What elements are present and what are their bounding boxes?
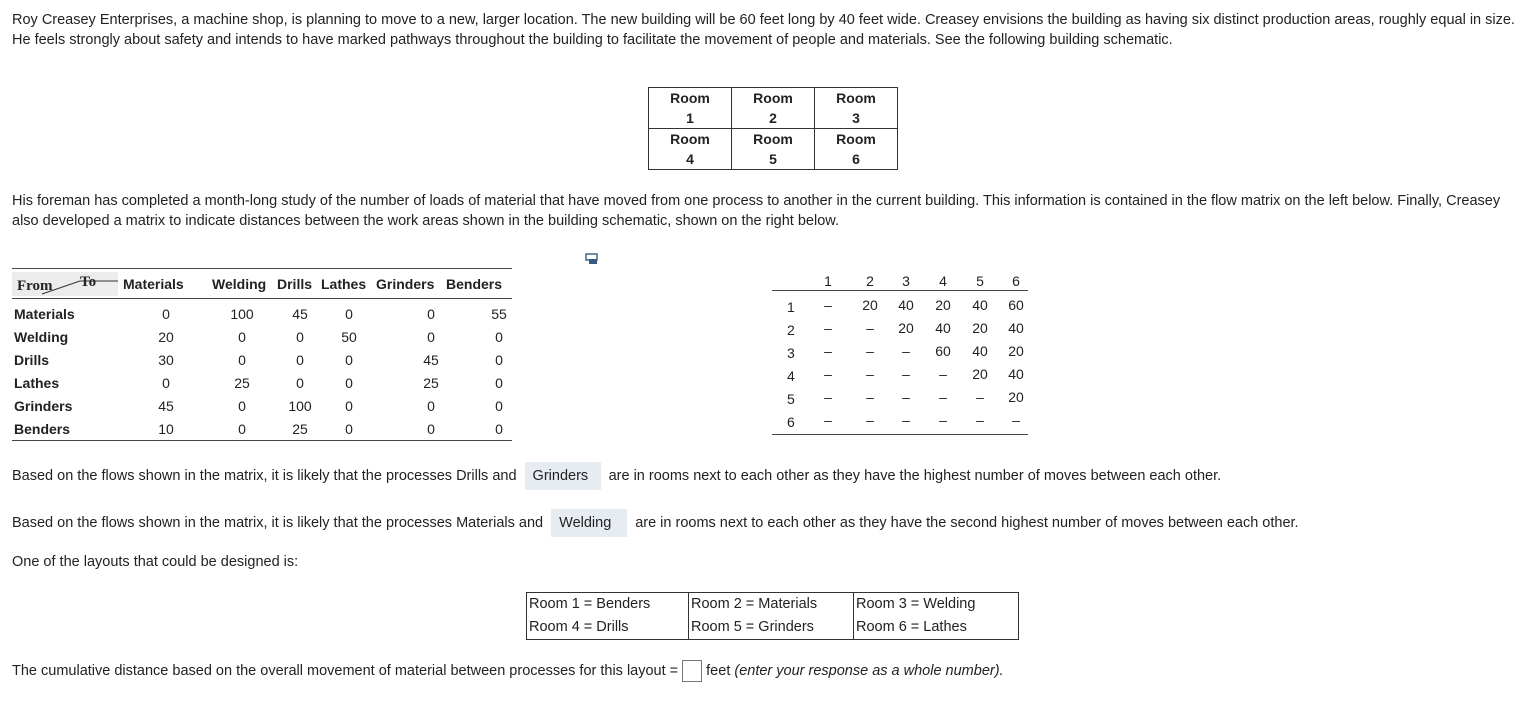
schematic-room-5: Room 5 [732, 129, 815, 170]
distance-cell: – [824, 412, 832, 428]
layout-intro: One of the layouts that could be designed is: [12, 554, 299, 570]
distance-cell: 20 [898, 320, 914, 336]
layout-table [526, 592, 1019, 640]
distance-col-header: 2 [866, 273, 874, 289]
flow-cell: 20 [158, 329, 174, 345]
flow-cell: 45 [292, 306, 308, 322]
question-1 [12, 462, 1221, 490]
flow-cell: 0 [238, 398, 246, 414]
flow-cell: 0 [427, 421, 435, 437]
col-header: Materials [123, 276, 184, 292]
distance-cell: 20 [972, 366, 988, 382]
flow-cell: 25 [292, 421, 308, 437]
flow-cell: 0 [345, 375, 353, 391]
flow-cell: 0 [345, 421, 353, 437]
col-header: Welding [212, 276, 267, 292]
flow-cell: 25 [423, 375, 439, 391]
distance-cell: – [866, 366, 874, 382]
final-text: The cumulative distance based on the overall movement of material between processes for this layout = [12, 663, 679, 679]
from-label: From [17, 278, 53, 294]
cumulative-distance-input[interactable] [682, 660, 702, 682]
flow-row-label: Lathes [14, 375, 60, 391]
flow-cell: 55 [491, 306, 507, 322]
flow-row-label: Drills [14, 352, 50, 368]
from-to-header [12, 272, 118, 296]
flow-cell: 0 [495, 398, 503, 414]
flow-cell: 10 [158, 421, 174, 437]
flow-cell: 0 [238, 352, 246, 368]
copy-icon[interactable] [585, 253, 599, 265]
layout-room-2: Room 2 = Materials [689, 593, 854, 617]
flow-cell: 0 [296, 329, 304, 345]
distance-row-label: 3 [787, 345, 795, 361]
flow-cell: 0 [427, 329, 435, 345]
flow-cell: 0 [427, 398, 435, 414]
distance-col-header: 1 [824, 273, 832, 289]
schematic-room-4: Room 4 [649, 129, 732, 170]
distance-cell: 60 [1008, 297, 1024, 313]
layout-room-4: Room 4 = Drills [527, 616, 689, 640]
distance-cell: – [902, 389, 910, 405]
final-question [12, 659, 1004, 683]
distance-cell: 40 [898, 297, 914, 313]
distance-cell: – [939, 412, 947, 428]
distance-cell: – [976, 389, 984, 405]
flow-cell: 0 [495, 375, 503, 391]
q1-text-before: Based on the flows shown in the matrix, it is likely that the processes Drills and [12, 468, 517, 484]
distance-cell: 20 [972, 320, 988, 336]
flow-cell: 0 [345, 352, 353, 368]
flow-cell: 0 [162, 375, 170, 391]
flow-cell: 50 [341, 329, 357, 345]
study-paragraph: His foreman has completed a month-long study of the number of loads of material that have moved from one process to another in the current building. This information is contained in the flow matrix on the left below. Finally, Creasey also developed a matrix to indicate distances between the work areas shown in the building schematic, shown on the right below. [12, 193, 1501, 229]
flow-row-label: Materials [14, 306, 75, 322]
q1-answer[interactable]: Grinders [525, 462, 601, 490]
distance-cell: – [824, 320, 832, 336]
flow-cell: 0 [296, 352, 304, 368]
flow-cell: 0 [162, 306, 170, 322]
distance-cell: – [939, 389, 947, 405]
flow-row-label: Benders [14, 421, 71, 437]
distance-cell: 60 [935, 343, 951, 359]
distance-cell: 40 [1008, 320, 1024, 336]
flow-cell: 0 [238, 329, 246, 345]
layout-room-1: Room 1 = Benders [527, 593, 689, 617]
flow-cell: 0 [345, 306, 353, 322]
distance-col-header: 3 [902, 273, 910, 289]
layout-room-6: Room 6 = Lathes [854, 616, 1019, 640]
distance-cell: – [824, 366, 832, 382]
flow-cell: 100 [230, 306, 254, 322]
schematic-room-1: Room 1 [649, 88, 732, 129]
flow-cell: 45 [423, 352, 439, 368]
flow-row-label: Grinders [14, 398, 73, 414]
distance-cell: – [824, 343, 832, 359]
q2-text-after: are in rooms next to each other as they have the second highest number of moves between each other. [635, 515, 1299, 531]
layout-room-3: Room 3 = Welding [854, 593, 1019, 617]
question-2 [12, 509, 1299, 537]
distance-cell: – [902, 412, 910, 428]
distance-row-label: 1 [787, 299, 795, 315]
distance-cell: – [939, 366, 947, 382]
building-schematic [648, 87, 898, 170]
distance-row-label: 4 [787, 368, 795, 384]
schematic-room-3: Room 3 [815, 88, 898, 129]
distance-cell: – [866, 389, 874, 405]
col-header: Grinders [376, 276, 435, 292]
flow-cell: 45 [158, 398, 174, 414]
q2-answer[interactable]: Welding [551, 509, 627, 537]
col-header: Lathes [321, 276, 367, 292]
distance-col-header: 5 [976, 273, 984, 289]
distance-cell: – [902, 343, 910, 359]
flow-row-label: Welding [14, 329, 69, 345]
flow-cell: 0 [238, 421, 246, 437]
flow-cell: 25 [234, 375, 250, 391]
distance-col-header: 6 [1012, 273, 1020, 289]
distance-cell: 20 [1008, 343, 1024, 359]
unit-label: feet [706, 663, 731, 679]
to-label: To [80, 274, 97, 290]
hint-text: (enter your response as a whole number). [734, 663, 1004, 679]
schematic-room-6: Room 6 [815, 129, 898, 170]
distance-cell: – [824, 297, 832, 313]
col-header: Drills [277, 276, 313, 292]
flow-matrix [12, 268, 512, 440]
flow-cell: 0 [495, 329, 503, 345]
distance-cell: – [902, 366, 910, 382]
flow-cell: 0 [345, 398, 353, 414]
distance-row-label: 5 [787, 391, 795, 407]
distance-matrix [772, 270, 1028, 435]
layout-room-5: Room 5 = Grinders [689, 616, 854, 640]
distance-row-label: 6 [787, 414, 795, 430]
distance-cell: 40 [972, 343, 988, 359]
distance-cell: 20 [862, 297, 878, 313]
flow-cell: 0 [495, 421, 503, 437]
distance-cell: 20 [935, 297, 951, 313]
distance-cell: 40 [1008, 366, 1024, 382]
distance-row-label: 2 [787, 322, 795, 338]
flow-cell: 30 [158, 352, 174, 368]
flow-cell: 0 [427, 306, 435, 322]
flow-cell: 0 [296, 375, 304, 391]
distance-cell: 40 [972, 297, 988, 313]
q2-text-before: Based on the flows shown in the matrix, it is likely that the processes Materials and [12, 515, 544, 531]
distance-cell: – [866, 343, 874, 359]
distance-col-header: 4 [939, 273, 947, 289]
distance-cell: 40 [935, 320, 951, 336]
q1-text-after: are in rooms next to each other as they have the highest number of moves between each other. [608, 468, 1222, 484]
distance-cell: – [1012, 412, 1020, 428]
col-header: Benders [446, 276, 503, 292]
intro-paragraph: Roy Creasey Enterprises, a machine shop, is planning to move to a new, larger location. The new building will be 60 feet long by 40 feet wide. Creasey envisions the building as having six distinct production areas, roughly equal in size. He feels strongly about safety and intends to have marked pathways throughout the building to facilitate the movement of people and materials. See the following building schematic. [12, 12, 1515, 48]
flow-cell: 0 [495, 352, 503, 368]
distance-cell: – [976, 412, 984, 428]
distance-cell: – [824, 389, 832, 405]
flow-cell: 100 [288, 398, 312, 414]
distance-cell: – [866, 320, 874, 336]
schematic-room-2: Room 2 [732, 88, 815, 129]
distance-cell: 20 [1008, 389, 1024, 405]
distance-cell: – [866, 412, 874, 428]
